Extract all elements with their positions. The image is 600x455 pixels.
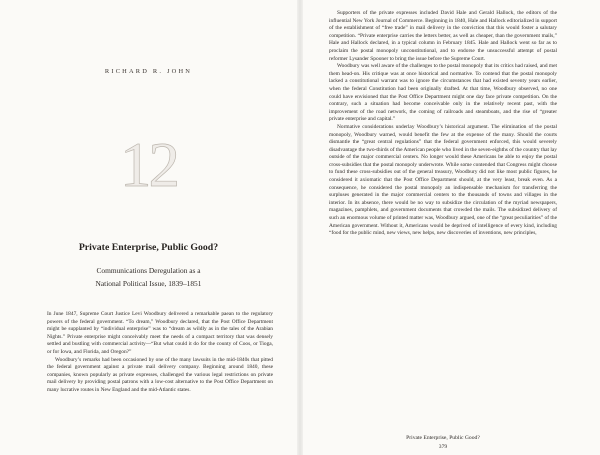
chapter-subtitle-line-1: Communications Deregulation as a [96,266,201,275]
paragraph: Normative considerations underlay Woodbury’s historical argument. The elimination of the postal monopoly, Woodbury warned, would benefit the few at the expense of the many. Should the courts dismantle the “great central regulations” that the federal government enforced, this would severely disadvantage the two-thirds of the American people who lived in the seven-eighths of the country that lay outside of the major commercial centers. No longer would these Americans be able to enjoy the postal cross-subsidies that the postal monopoly underwrote. While some contended that Congress might choose to fund these cross-subsidies out of the general treasury, Woodbury did not like most public figures, he considered it axiomatic that the Post Office Department should, at the very least, break even. As a consequence, he considered the postal monopoly an indispensable mechanism for transferring the surpluses generated in the major commercial centers to the thousands of towns and villages in the interior. In its absence, there would be no way to subsidize the circulation of the myriad newspapers, magazines, pamphlets, and government documents that crowded the mails. The subsidized delivery of such an enormous volume of printed matter was, Woodbury argued, one of the “great peculiarities” of the American government. Without it, Americans would be deprived of intelligence of every kind, including “food for the public mind, new views, new helps, new discoveries of inventions, new principles, [329,123,557,237]
chapter-number: 12 [120,130,177,200]
paragraph: Woodbury’s remarks had been occasioned by one of the many lawsuits in the mid-1840s that pitted the federal government against a private mail delivery company. Beginning around 1840, these companies, known popularly as private expresses, challenged the various legal restrictions on private mail delivery by providing postal patrons with a low-cost alternative to the Post Office Department on many lucrative routes in New England and the mid-Atlantic states. [47,356,273,393]
left-body-text [47,311,273,395]
paragraph: Woodbury was well aware of the challenges to the postal monopoly that its critics had raised, and met them head-on. His critique was at once historical and normative. To contend that the postal monopoly lacked a constitutional warrant was to ignore the circumstances that had existed seventy years earlier, when the federal Constitution had been originally drafted. At that time, Woodbury observed, no one could have envisioned that the Post Office Department might one day face private competition. On the contrary, such a situation had become conceivable only in the relatively recent past, with the improvement of the road network, the coming of railroads and steamboats, and the rise of “greater private enterprise and capital.” [329,63,557,123]
running-head: RICHARD R. JOHN [104,68,193,75]
right-page [303,0,600,455]
footer-running-title: Private Enterprise, Public Good? [406,435,480,441]
paragraph: In June 1847, Supreme Court Justice Levi Woodbury delivered a remarkable paean to the regulatory powers of the federal government. “To dream,” Woodbury declared, that the Post Office Department might be supplanted by “individual enterprise” was to “dream as wildly as in the tales of the Arabian Nights.” Private enterprise might conceivably meet the needs of a compact territory that was densely settled and bustling with commercial activity—“But what could it do for the county of Coos, or Tioga, or for Iowa, and Florida, and Oregon?” [47,311,273,355]
chapter-subtitle-line-2: National Political Issue, 1839–1851 [95,279,202,288]
page-number: 379 [438,444,448,450]
right-body-text [329,10,557,238]
paragraph: Supporters of the private expresses included David Hale and Gerald Hallock, the editors of the influential New York Journal of Commerce. Beginning in 1840, Hale and Hallock editorialized in support of the establishment of “free trade” in mail delivery in the conviction that this would foster a salutary competition. “Private enterprise carries the letters better, as well as cheaper, than the government mails,” Hale and Hallock declared, in a typical column in February 1845. Hale and Hallock went so far as to proclaim the postal monopoly unconstitutional, and to endorse the unsuccessful attempt of postal reformer Lysander Spooner to bring the issue before the Supreme Court. [329,10,558,62]
chapter-title: Private Enterprise, Public Good? [78,242,219,253]
left-page [0,0,297,455]
